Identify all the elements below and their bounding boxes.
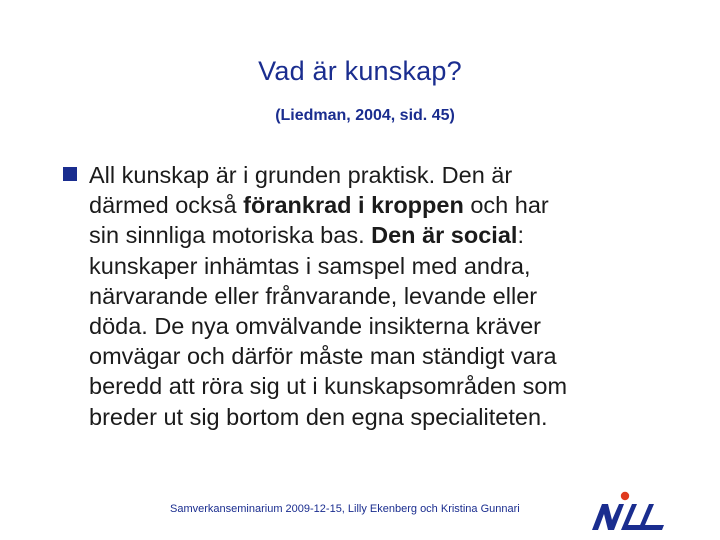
bullet-segment: och har bbox=[463, 192, 549, 219]
bullet-segment: beredd att röra sig ut i kunskapsområden som bbox=[89, 373, 568, 400]
bullet-emphasis: förankrad i kroppen bbox=[243, 192, 464, 219]
bullet-line bbox=[89, 341, 679, 371]
bullet-line bbox=[89, 220, 679, 250]
bullet-segment: omvägar och därför måste man ständigt vara bbox=[89, 343, 557, 370]
nll-logo-icon bbox=[588, 490, 668, 534]
bullet-emphasis: Den är social bbox=[371, 222, 518, 249]
bullet-segment: sin sinnliga motoriska bas. bbox=[89, 222, 372, 249]
logo-letter-n bbox=[592, 504, 624, 530]
bullet-segment: All kunskap är i grunden praktisk. Den är bbox=[89, 162, 513, 188]
bullet-segment: breder ut sig bortom den egna specialiteten. bbox=[89, 403, 548, 430]
bullet-segment: därmed också bbox=[89, 192, 244, 219]
logo-red-dot bbox=[621, 492, 629, 500]
bullet-line bbox=[89, 160, 679, 190]
slide-title: Vad är kunskap? bbox=[258, 56, 462, 86]
bullet-line bbox=[89, 190, 679, 220]
bullet-segment: : bbox=[517, 222, 524, 249]
logo-letter-l2 bbox=[638, 504, 664, 530]
bullet-line bbox=[89, 371, 679, 401]
bullet-text bbox=[89, 160, 679, 432]
square-bullet-icon bbox=[63, 167, 77, 181]
footer-text: Samverkanseminarium 2009-12-15, Lilly Ekenberg och Kristina Gunnari bbox=[170, 503, 520, 515]
bullet-line bbox=[89, 311, 679, 341]
bullet-segment: närvarande eller frånvarande, levande eller bbox=[89, 282, 538, 309]
bullet-segment: kunskaper inhämtas i samspel med andra, bbox=[89, 252, 531, 279]
bullet-segment: döda. De nya omvälvande insikterna kräver bbox=[89, 313, 541, 340]
bullet-line bbox=[89, 402, 679, 432]
slide-subtitle: (Liedman, 2004, sid. 45) bbox=[275, 107, 455, 124]
bullet-line bbox=[89, 281, 679, 311]
bullet-line bbox=[89, 251, 679, 281]
